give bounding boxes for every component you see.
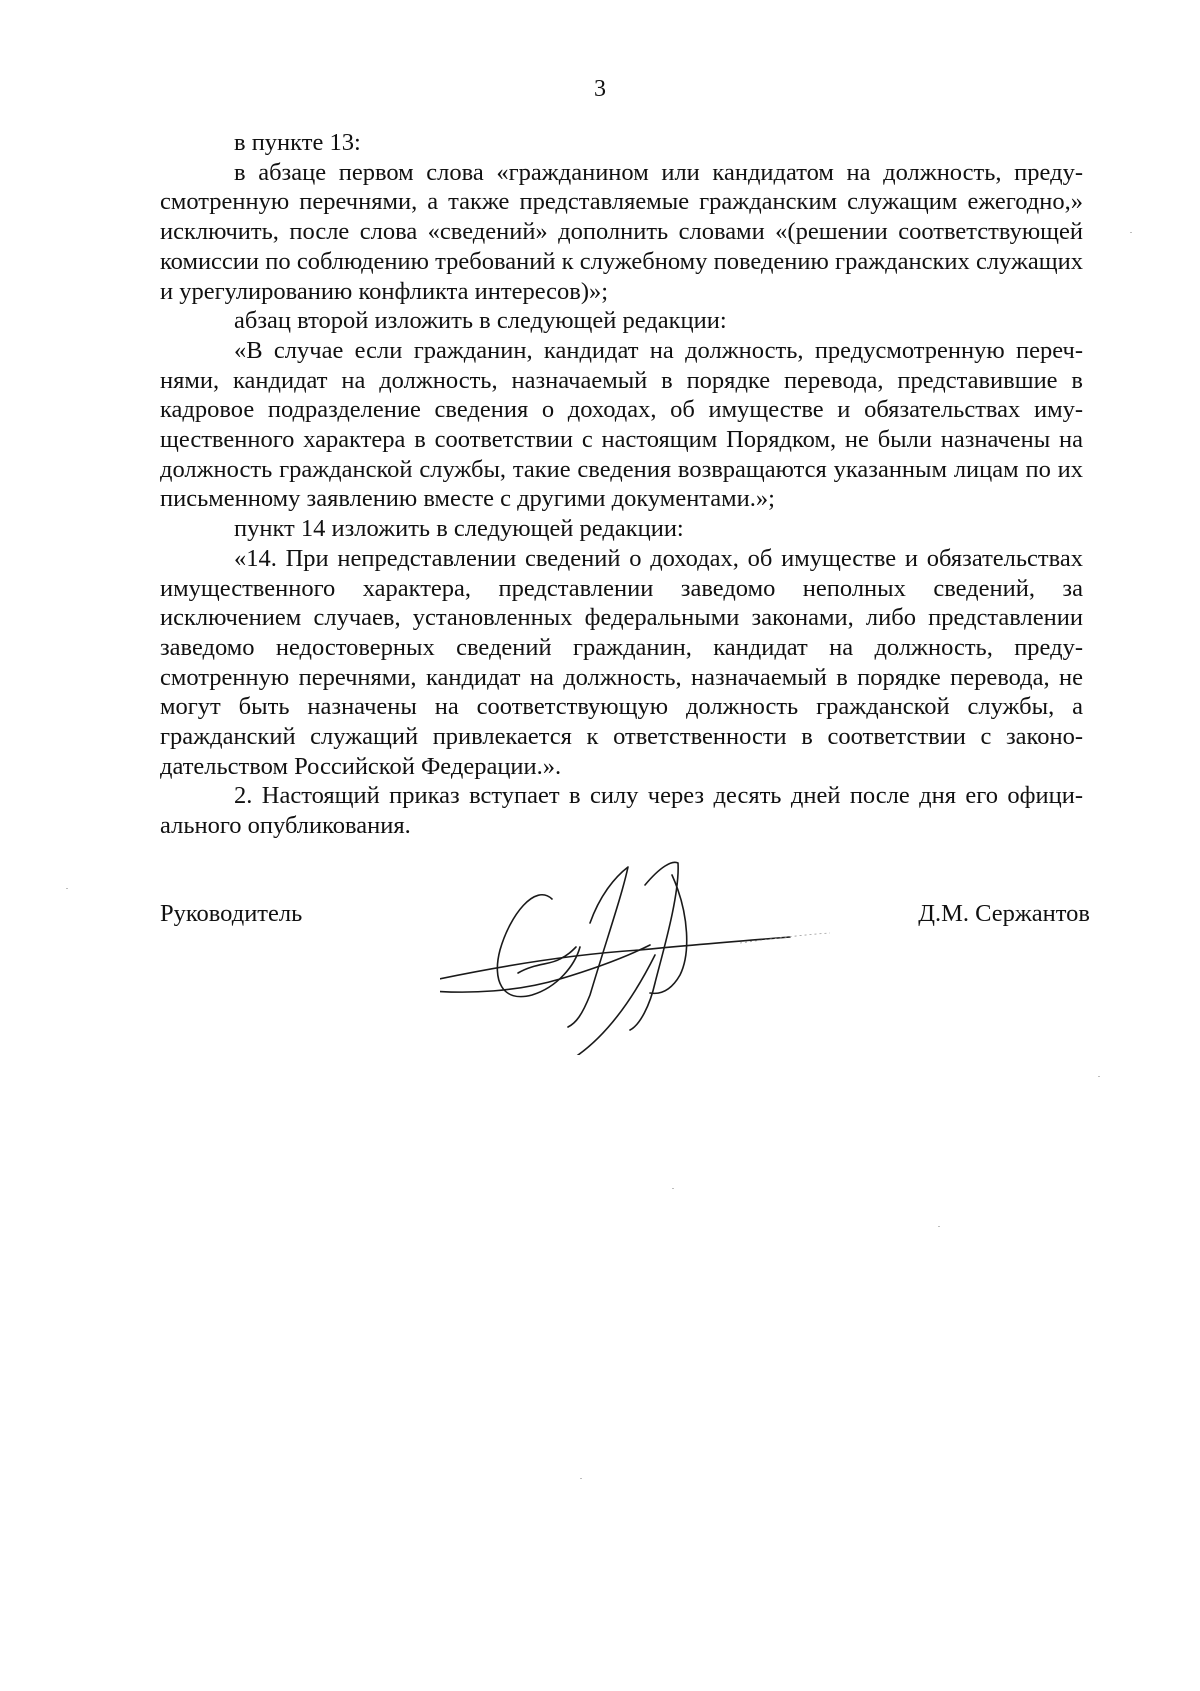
- scan-speck: [1130, 232, 1132, 233]
- page-number: 3: [594, 76, 606, 102]
- paragraph-3: абзац второй изложить в следующей редакции:: [234, 307, 727, 335]
- scan-speck: [938, 1226, 940, 1227]
- scan-speck: [1098, 1076, 1100, 1077]
- handwritten-signature: [440, 855, 860, 1055]
- paragraph-4: «В случае если гражданин, кандидат на должность, предусмотренную перечнями, кандидат на должность, назначаемый в порядке перевода, представившие в кадровое подразделение сведения о доходах, об имуществе и обязательствах имущественного характера в соответствии с настоящим Порядком, не были назначены на должность гражданской службы, такие сведения возвращаются указанным лицам по их письменному заявлению вместе с другими документами.»;: [160, 336, 1083, 513]
- signatory-name: Д.М. Сержантов: [918, 900, 1090, 927]
- scan-speck: [66, 888, 68, 889]
- scan-speck: [672, 1188, 674, 1189]
- paragraph-5: пункт 14 изложить в следующей редакции:: [234, 515, 684, 543]
- scan-speck: [580, 1478, 582, 1479]
- paragraph-1: в пункте 13:: [234, 129, 361, 156]
- paragraph-2: в абзаце первом слова «гражданином или кандидатом на должность, предусмотренную перечнями, а также представляемые гражданским служащим ежегодно,» исключить, после слова «сведений» дополнить словами «(решении соответствующей комиссии по соблюдению требований к служебному поведению гражданских служащих и урегулированию конфликта интересов)»;: [160, 158, 1083, 305]
- document-body: [160, 128, 1083, 841]
- paragraph-6: «14. При непредставлении сведений о доходах, об имуществе и обязательствах имущественного характера, представлении заведомо неполных сведений, за исключением случаев, установленных федеральными законами, либо представлении заведомо недостоверных сведений гражданин, кандидат на должность, предусмотренную перечнями, кандидат на должность, назначаемый в порядке перевода, не могут быть назначены на соответствующую должность гражданской службы, а гражданский служащий привлекается к ответственности в соответствии с законодательством Российской Федерации.».: [160, 544, 1083, 780]
- paragraph-7: 2. Настоящий приказ вступает в силу через десять дней после дня его официального опубликования.: [160, 782, 1083, 840]
- signatory-title: Руководитель: [160, 900, 303, 927]
